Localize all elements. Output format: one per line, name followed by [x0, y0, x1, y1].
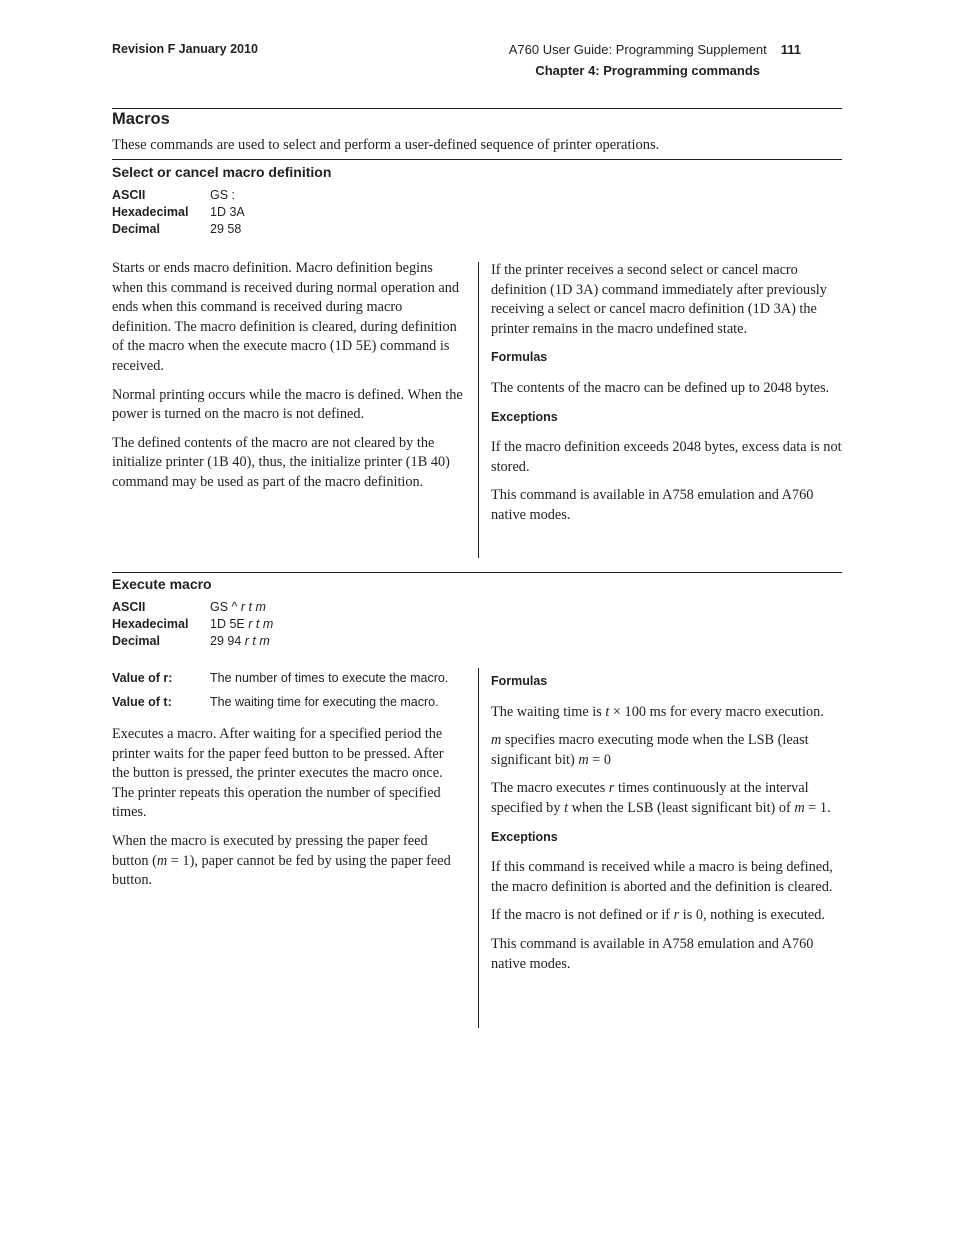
- decimal-row: [112, 221, 245, 238]
- value-t-label: Value of t:: [112, 695, 172, 709]
- text: × 100 ms for every macro execution.: [609, 703, 824, 720]
- section-rule-intro: [112, 159, 842, 160]
- exceptions-heading: Exceptions: [491, 409, 558, 424]
- hex-row: [112, 616, 273, 633]
- text: If the macro is not defined or if: [491, 907, 674, 924]
- paragraph: Normal printing occurs while the macro is defined. When the power is turned on the macro is not defined.: [112, 386, 463, 423]
- paragraph: [112, 832, 464, 891]
- exceptions-heading: Exceptions: [491, 829, 558, 844]
- ascii-label: ASCII: [112, 600, 146, 614]
- subsection-title-select: Select or cancel macro definition: [112, 164, 332, 180]
- paragraph: If this command is received while a macro is being defined, the macro definition is aborted and the definition is cleared.: [491, 859, 833, 895]
- hex-value: 1D 3A: [210, 205, 245, 219]
- subsection-title-execute: Execute macro: [112, 576, 212, 592]
- paragraph: The contents of the macro can be defined up to 2048 bytes.: [491, 379, 830, 396]
- paragraph: The defined contents of the macro are not cleared by the initialize printer (1B 40), thus, the initialize printer (1B 40) command may be used as part of the macro definition.: [112, 434, 450, 490]
- section-rule-execute: [112, 572, 842, 573]
- text: = 1.: [804, 799, 831, 816]
- section-title-macros: Macros: [112, 110, 170, 128]
- decimal-value: 29 58: [210, 222, 242, 236]
- hex-label: Hexadecimal: [112, 617, 189, 631]
- chapter-title: Chapter 4: Programming commands: [535, 63, 760, 78]
- paragraph: Executes a macro. After waiting for a specified period the printer waits for the paper feed button to be pressed. After the button is pressed, the printer executes the macro once. The printer repeats this operation the number of specified times.: [112, 726, 444, 821]
- ascii-row: [112, 599, 273, 616]
- value-r-text: The number of times to execute the macro.: [210, 671, 449, 685]
- select-codes-table: [112, 187, 245, 238]
- value-t-row: [112, 695, 472, 709]
- section-intro: These commands are used to select and perform a user-defined sequence of printer operations.: [112, 137, 660, 153]
- value-r-row: [112, 671, 472, 685]
- text: The macro executes: [491, 780, 609, 797]
- paragraph: If the macro definition exceeds 2048 bytes, excess data is not stored.: [491, 439, 842, 475]
- value-t-text: The waiting time for executing the macro.: [210, 695, 439, 709]
- hex-label: Hexadecimal: [112, 205, 189, 219]
- var-r: r: [608, 780, 615, 797]
- text: is 0, nothing is executed.: [679, 907, 825, 924]
- guide-title: A760 User Guide: Programming Supplement: [508, 42, 767, 57]
- ascii-label: ASCII: [112, 188, 146, 202]
- column-divider: [478, 668, 479, 1028]
- execute-left-column: [112, 725, 464, 900]
- decimal-value: [210, 633, 270, 650]
- decimal-label: Decimal: [112, 222, 160, 236]
- text: times continuously at the interval specified by: [491, 780, 809, 816]
- ascii-value: [210, 599, 266, 616]
- paragraph: If the printer receives a second select or cancel macro definition (1D 3A) command immediately after previously receiving a select or cancel macro definition (1D 3A) the printer remains in the macro undefined state.: [491, 262, 827, 337]
- hex-code: 1D 5E: [210, 617, 245, 631]
- execute-codes-table: [112, 599, 273, 650]
- column-divider: [478, 262, 479, 558]
- var-m: m: [491, 732, 502, 749]
- paragraph: Starts or ends macro definition. Macro definition begins when this command is received during normal operation and ends when this command is received during macro definition. The macro definition is cleared, during definition of the macro when the execute macro (1D 5E) command is received.: [112, 260, 459, 374]
- var-t: t: [564, 799, 569, 816]
- revision-label: Revision F January 2010: [112, 42, 258, 56]
- var-m: m: [156, 852, 168, 869]
- hex-value: [210, 616, 273, 633]
- var-t: t: [605, 703, 610, 720]
- formulas-heading: Formulas: [491, 674, 548, 688]
- formulas-heading: Formulas: [491, 350, 548, 365]
- execute-right-column: [491, 666, 843, 983]
- paragraph: [491, 779, 843, 818]
- paragraph: This command is available in A758 emulation and A760 native modes.: [491, 487, 814, 523]
- params: r t m: [244, 634, 270, 648]
- paragraph: [491, 906, 843, 926]
- ascii-code: GS ^: [210, 600, 238, 614]
- hex-row: [112, 204, 245, 221]
- paragraph: [491, 703, 843, 723]
- ascii-row: [112, 187, 245, 204]
- paragraph: This command is available in A758 emulation and A760 native modes.: [491, 935, 814, 972]
- value-definitions: [112, 671, 472, 719]
- paragraph: [491, 731, 843, 770]
- page-number: 111: [780, 42, 801, 57]
- params: r t m: [248, 617, 274, 631]
- text: specifies macro executing mode when the LSB (least significant bit): [491, 732, 809, 768]
- decimal-code: 29 94: [210, 634, 242, 648]
- text: = 1), paper cannot be fed by using the paper feed button.: [112, 852, 451, 889]
- var-r: r: [673, 907, 680, 924]
- params: r t m: [240, 600, 266, 614]
- value-r-label: Value of r:: [112, 671, 173, 685]
- text: when the LSB (least significant bit) of: [568, 799, 795, 816]
- section-rule-top: [112, 108, 842, 109]
- guide-title-line: [509, 39, 801, 60]
- select-left-column: [112, 259, 464, 502]
- text: When the macro is executed by pressing the paper feed button (: [112, 832, 428, 869]
- page-header: [509, 39, 801, 81]
- text: = 0: [588, 751, 612, 768]
- var-m: m: [578, 751, 589, 768]
- decimal-row: [112, 633, 273, 650]
- ascii-value: GS :: [210, 188, 236, 202]
- select-right-column: [491, 261, 843, 535]
- decimal-label: Decimal: [112, 634, 160, 648]
- var-m: m: [794, 799, 805, 816]
- text: The waiting time is: [491, 703, 606, 720]
